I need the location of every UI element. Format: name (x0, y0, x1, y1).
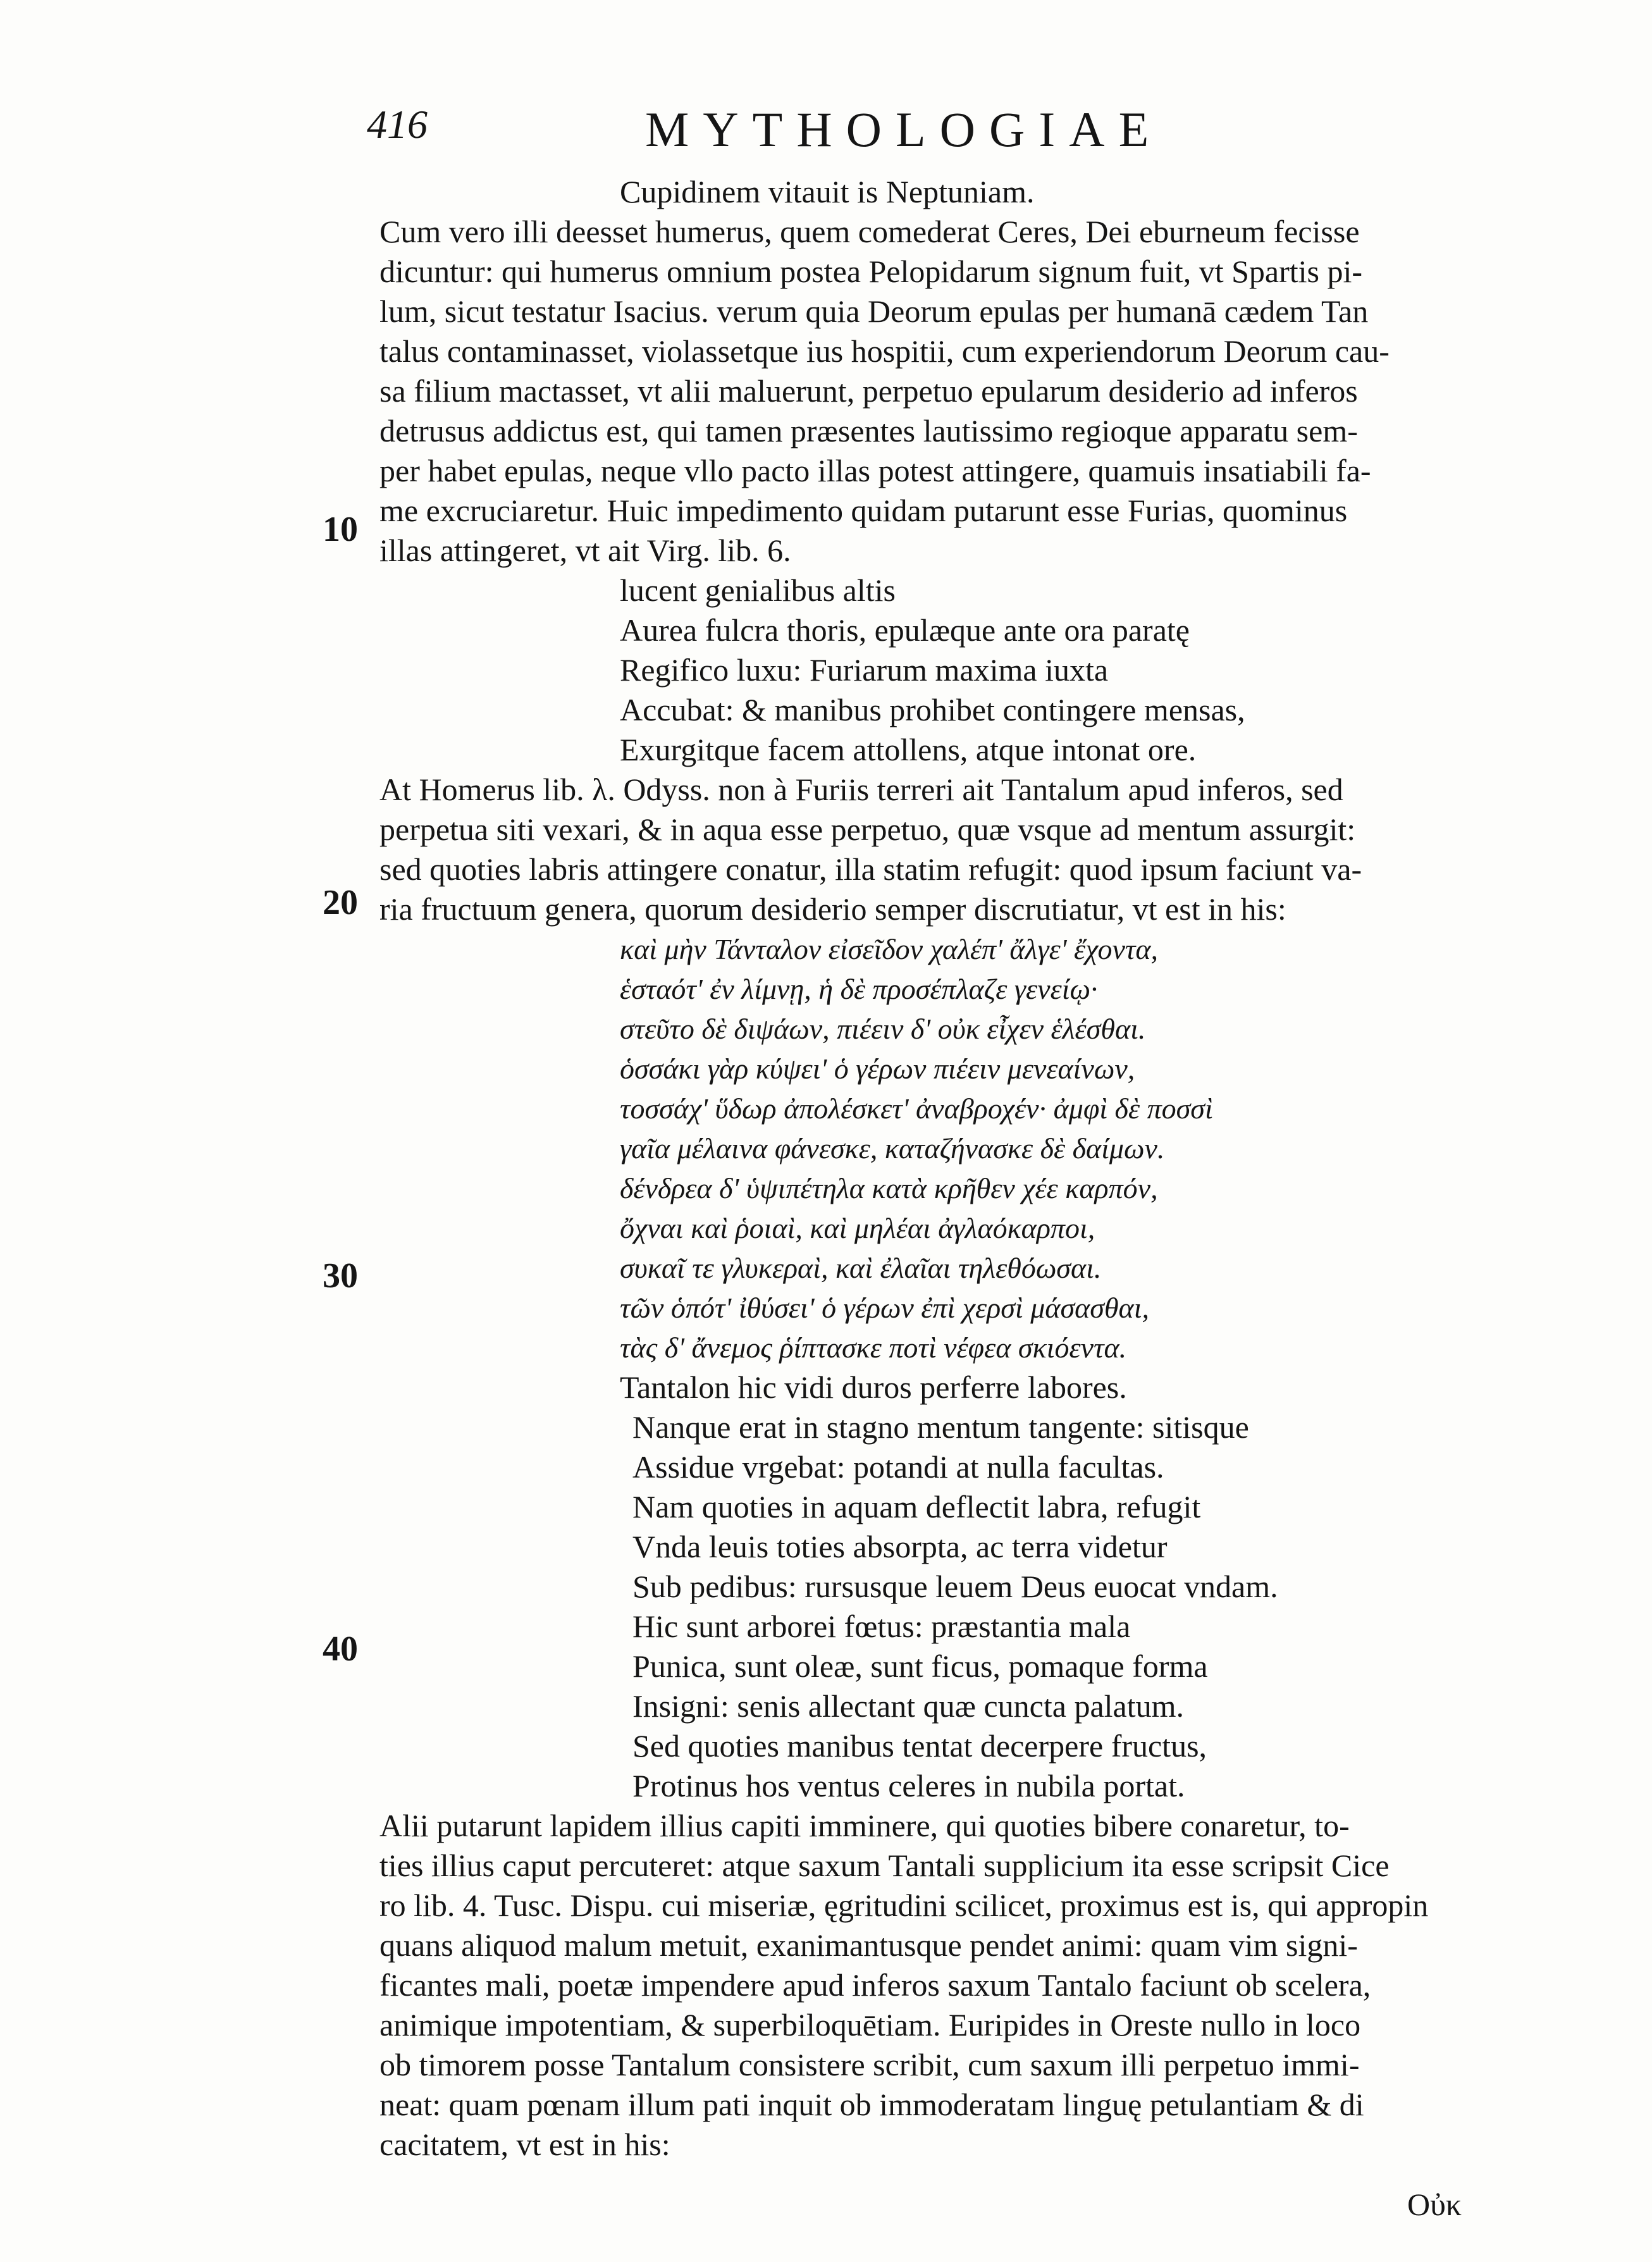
text-line: Sed quoties manibus tentat decerpere fructus, (632, 1728, 1207, 1764)
text-line: me excruciaretur. Huic impedimento quidam putarunt esse Furias, quominus (379, 493, 1348, 528)
text-line: per habet epulas, neque vllo pacto illas potest attingere, quamuis insatiabili fa- (379, 453, 1371, 488)
text-line: τὰς δ' ἄνεμος ῥίπτασκε ποτὶ νέφεα σκιόεντα. (620, 1332, 1127, 1364)
text-line: στεῦτο δὲ διψάων, πιέειν δ' οὐκ εἶχεν ἑλέσθαι. (620, 1013, 1146, 1045)
text-line: sed quoties labris attingere conatur, illa statim refugit: quod ipsum faciunt va- (379, 851, 1362, 887)
text-line: Accubat: & manibus prohibet contingere mensas, (620, 692, 1245, 727)
text-line: Insigni: senis allectant quæ cuncta palatum. (632, 1688, 1184, 1724)
text-line: Sub pedibus: rursusque leuem Deus euocat vndam. (632, 1569, 1278, 1604)
text-line: animique impotentiam, & superbiloquētiam. Euripides in Oreste nullo in loco (379, 2007, 1361, 2043)
text-line: καὶ μὴν Τάνταλον εἰσεῖδον χαλέπ' ἄλγε' ἔχοντα, (620, 933, 1158, 965)
text-line: talus contaminasset, violassetque ius hospitii, cum experiendorum Deorum cau- (379, 333, 1390, 369)
text-line: τοσσάχ' ὕδωρ ἀπολέσκετ' ἀναβροχέν· ἀμφὶ δὲ ποσσὶ (620, 1092, 1213, 1125)
catchword: Οὐκ (1407, 2187, 1462, 2222)
text-line: ties illius caput percuteret: atque saxum Tantali supplicium ita esse scripsit Cice (379, 1848, 1390, 1883)
text-line: At Homerus lib. λ. Odyss. non à Furiis terreri ait Tantalum apud inferos, sed (379, 772, 1343, 807)
text-line: Cum vero illi deesset humerus, quem comederat Ceres, Dei eburneum fecisse (379, 214, 1360, 249)
line-number-10: 10 (323, 510, 358, 549)
text-line: Aurea fulcra thoris, epulæque ante ora paratę (620, 612, 1190, 648)
text-line: συκαῖ τε γλυκεραὶ, καὶ ἐλαῖαι τηλεθόωσαι. (620, 1252, 1102, 1284)
line-number-30: 30 (323, 1256, 358, 1295)
page-number: 416 (367, 102, 428, 147)
text-line: γαῖα μέλαινα φάνεσκε, καταζήνασκε δὲ δαίμων. (620, 1132, 1165, 1165)
text-line: ὄχναι καὶ ῥοιαὶ, καὶ μηλέαι ἀγλαόκαρποι, (620, 1212, 1095, 1244)
text-line: illas attingeret, vt ait Virg. lib. 6. (379, 533, 791, 568)
text-line: lucent genialibus altis (620, 572, 896, 608)
text-line: ob timorem posse Tantalum consistere scribit, cum saxum illi perpetuo immi- (379, 2047, 1360, 2082)
text-line: sa filium mactasset, vt alii maluerunt, perpetuo epularum desiderio ad inferos (379, 373, 1358, 409)
text-line: Exurgitque facem attollens, atque intonat ore. (620, 732, 1197, 767)
text-line: ro lib. 4. Tusc. Dispu. cui miseriæ, ęgritudini scilicet, proximus est is, qui appropin (379, 1888, 1429, 1923)
text-line: ἑσταότ' ἐν λίμνῃ, ἡ δὲ προσέπλαζε γενείῳ· (620, 973, 1098, 1005)
text-line: τῶν ὁπότ' ἰθύσει' ὁ γέρων ἐπὶ χερσὶ μάσασθαι, (620, 1292, 1149, 1324)
text-line: Nam quoties in aquam deflectit labra, refugit (632, 1489, 1201, 1524)
text-line: perpetua siti vexari, & in aqua esse perpetuo, quæ vsque ad mentum assurgit: (379, 812, 1356, 847)
text-line: detrusus addictus est, qui tamen præsentes lautissimo regioque apparatu sem- (379, 413, 1358, 448)
text-block (379, 172, 1550, 2165)
text-line: Nanque erat in stagno mentum tangente: sitisque (632, 1409, 1249, 1445)
text-line: neat: quam pœnam illum pati inquit ob immoderatam linguę petulantiam & di (379, 2087, 1364, 2122)
text-line: quans aliquod malum metuit, exanimantusque pendet animi: quam vim signi- (379, 1927, 1358, 1963)
text-line: lum, sicut testatur Isacius. verum quia Deorum epulas per humanā cædem Tan (379, 294, 1369, 329)
text-line: Hic sunt arborei fœtus: præstantia mala (632, 1609, 1131, 1644)
text-line: ficantes mali, poetæ impendere apud inferos saxum Tantalo faciunt ob scelera, (379, 1967, 1371, 2003)
text-line: δένδρεα δ' ὑψιπέτηλα κατὰ κρῆθεν χέε καρπόν, (620, 1172, 1158, 1204)
page-header (367, 101, 1316, 157)
text-line: Assidue vrgebat: potandi at nulla facultas. (632, 1449, 1164, 1485)
text-line: Alii putarunt lapidem illius capiti imminere, qui quoties bibere conaretur, to- (379, 1808, 1350, 1843)
text-line: cacitatem, vt est in his: (379, 2127, 670, 2162)
text-line: Regifico luxu: Furiarum maxima iuxta (620, 652, 1109, 688)
text-line: Tantalon hic vidi duros perferre labores. (620, 1369, 1127, 1405)
text-line: ria fructuum genera, quorum desiderio semper discrutiatur, vt est in his: (379, 891, 1286, 927)
text-line: Punica, sunt oleæ, sunt ficus, pomaque forma (632, 1648, 1208, 1684)
line-number-40: 40 (323, 1629, 358, 1669)
line-number-20: 20 (323, 883, 358, 922)
running-title: MYTHOLOGIAE (645, 102, 1163, 157)
text-line: dicuntur: qui humerus omnium postea Pelopidarum signum fuit, vt Spartis pi- (379, 254, 1363, 289)
text-line: Protinus hos ventus celeres in nubila portat. (632, 1768, 1185, 1803)
text-line: Cupidinem vitauit is Neptuniam. (620, 174, 1035, 209)
text-line: ὁσσάκι γὰρ κύψει' ὁ γέρων πιέειν μενεαίνων, (620, 1053, 1135, 1085)
text-line: Vnda leuis toties absorpta, ac terra videtur (632, 1529, 1168, 1564)
